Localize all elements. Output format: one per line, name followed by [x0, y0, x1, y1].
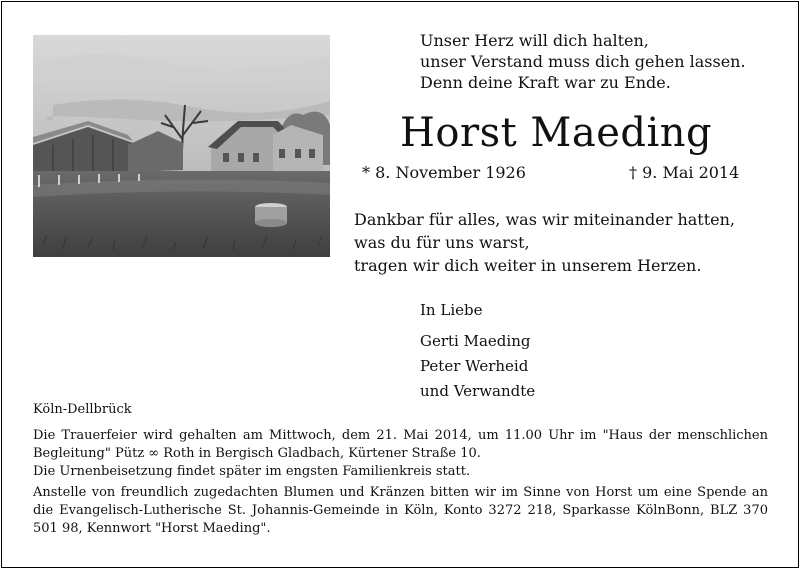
signoff-text: In Liebe	[420, 301, 483, 319]
mourner-name: Gerti Maeding	[420, 332, 531, 350]
place-name: Köln-Dellbrück	[33, 402, 132, 417]
deceased-name: Horst Maeding	[400, 110, 713, 156]
gratitude-line: tragen wir dich weiter in unserem Herzen.	[354, 256, 702, 275]
poem-line: unser Verstand muss dich gehen lassen.	[420, 52, 746, 71]
birth-date: * 8. November 1926	[362, 163, 526, 182]
gratitude-line: Dankbar für alles, was wir miteinander hatten,	[354, 210, 736, 229]
burial-notice: Die Urnenbeisetzung findet später im engsten Familienkreis statt.	[33, 464, 471, 479]
death-date: † 9. Mai 2014	[629, 163, 740, 182]
funeral-notice: Die Trauerfeier wird gehalten am Mittwoch, dem 21. Mai 2014, um 11.00 Uhr im "Haus der menschlichen Begleitung" Pütz ∞ Roth in Bergisch Gladbach, Kürtener Straße 10.	[33, 428, 768, 461]
poem-line: Unser Herz will dich halten,	[420, 31, 649, 50]
mourners-list	[420, 329, 535, 404]
farm-painting-image	[33, 35, 330, 257]
donation-notice: Anstelle von freundlich zugedachten Blumen und Kränzen bitten wir im Sinne von Horst um eine Spende an die Evangelisch-Lutherische St. Johannis-Gemeinde in Köln, Konto 3272 218, Sparkasse KölnBonn, BLZ 370 501 98, Kennwort "Horst Maeding".	[33, 485, 768, 536]
gratitude-line: was du für uns warst,	[354, 233, 530, 252]
poem-line: Denn deine Kraft war zu Ende.	[420, 73, 671, 92]
poem-verse	[420, 30, 746, 93]
mourner-name: Peter Werheid	[420, 357, 529, 375]
mourner-name: und Verwandte	[420, 382, 536, 400]
gratitude-verse	[354, 208, 735, 277]
